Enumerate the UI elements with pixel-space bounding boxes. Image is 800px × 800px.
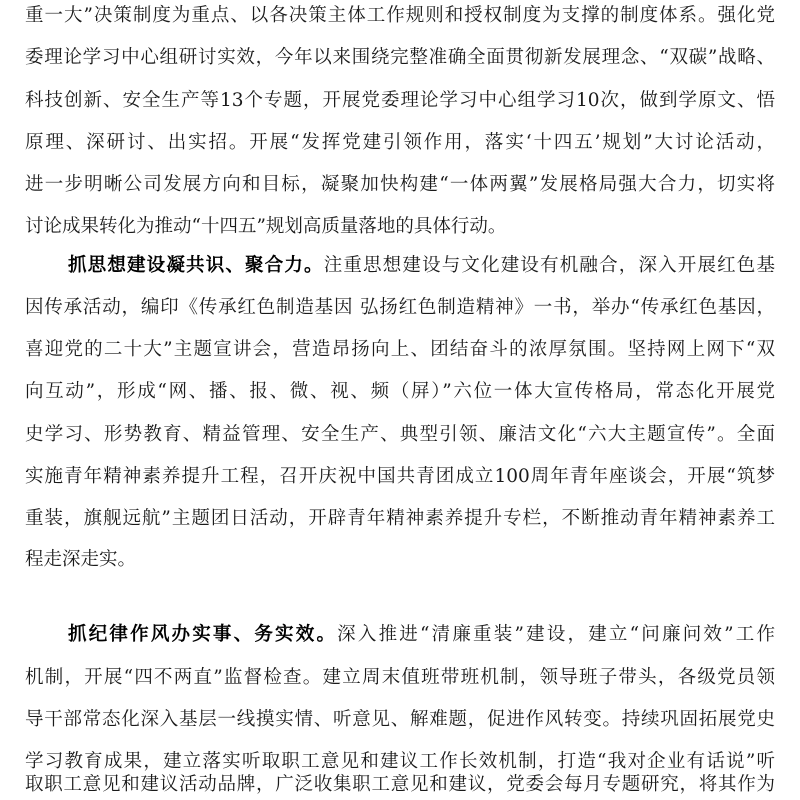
paragraph-2-line: 重装，旗舰远航”主题团日活动，开辟青年精神素养提升专栏，不断推动青年精神素养工	[25, 508, 775, 529]
paragraph-1-line: 进一步明晰公司发展方向和目标，凝聚加快构建“一体两翼”发展格局强大合力，切实将	[25, 174, 775, 195]
paragraph-3-line: 导干部常态化深入基层一线摸实情、听意见、解难题，促进作风转变。持续巩固拓展党史	[25, 709, 775, 730]
paragraph-1-line: 委理论学习中心组研讨实效，今年以来围绕完整准确全面贯彻新发展理念、“双碳”战略、	[25, 47, 775, 68]
paragraph-2-line: 实施青年精神素养提升工程，召开庆祝中国共青团成立100周年青年座谈会，开展“筑梦	[25, 466, 775, 487]
paragraph-2-first-line	[68, 251, 775, 281]
paragraph-1-line: 原理、深研讨、出实招。开展“发挥党建引领作用，落实‘十四五’规划”大讨论活动，	[25, 132, 775, 153]
paragraph-3-heading: 抓纪律作风办实事、务实效。	[68, 624, 338, 645]
paragraph-3-line: 学习教育成果，建立落实听取职工意见和建议工作长效机制，打造“我对企业有话说”听	[25, 751, 775, 772]
paragraph-1-line: 重一大”决策制度为重点、以各决策主体工作规则和授权制度为支撑的制度体系。强化党	[25, 5, 775, 26]
paragraph-2-line: 因传承活动，编印《传承红色制造基因 弘扬红色制造精神》一书，举办“传承红色基因，	[25, 297, 775, 318]
paragraph-3-text: 深入推进“清廉重装”建设，建立“问廉问效”工作	[337, 624, 775, 645]
paragraph-3-first-line	[68, 620, 775, 650]
paragraph-3-line: 取职工意见和建议活动品牌，广泛收集职工意见和建议，党委会每月专题研究，将其作为	[25, 774, 775, 795]
paragraph-3-line: 机制，开展“四不两直”监督检查。建立周末值班带班机制，领导班子带头，各级党员领	[25, 667, 775, 688]
paragraph-2-text: 注重思想建设与文化建设有机融合，深入开展红色基	[323, 255, 775, 276]
paragraph-2-line: 向互动”，形成“网、播、报、微、视、频（屏）”六位一体大宣传格局，常态化开展党	[25, 381, 775, 402]
paragraph-2-heading: 抓思想建设凝共识、聚合力。	[68, 255, 324, 276]
paragraph-2-line: 喜迎党的二十大”主题宣讲会，营造昂扬向上、团结奋斗的浓厚氛围。坚持网上网下“双	[25, 339, 775, 360]
paragraph-1-line: 科技创新、安全生产等13个专题，开展党委理论学习中心组学习10次，做到学原文、悟	[25, 90, 775, 111]
paragraph-2-line: 程走深走实。	[25, 549, 137, 570]
paragraph-2-line: 史学习、形势教育、精益管理、安全生产、典型引领、廉洁文化“六大主题宣传”。全面	[25, 424, 775, 445]
paragraph-1-line: 讨论成果转化为推动“十四五”规划高质量落地的具体行动。	[25, 216, 507, 237]
